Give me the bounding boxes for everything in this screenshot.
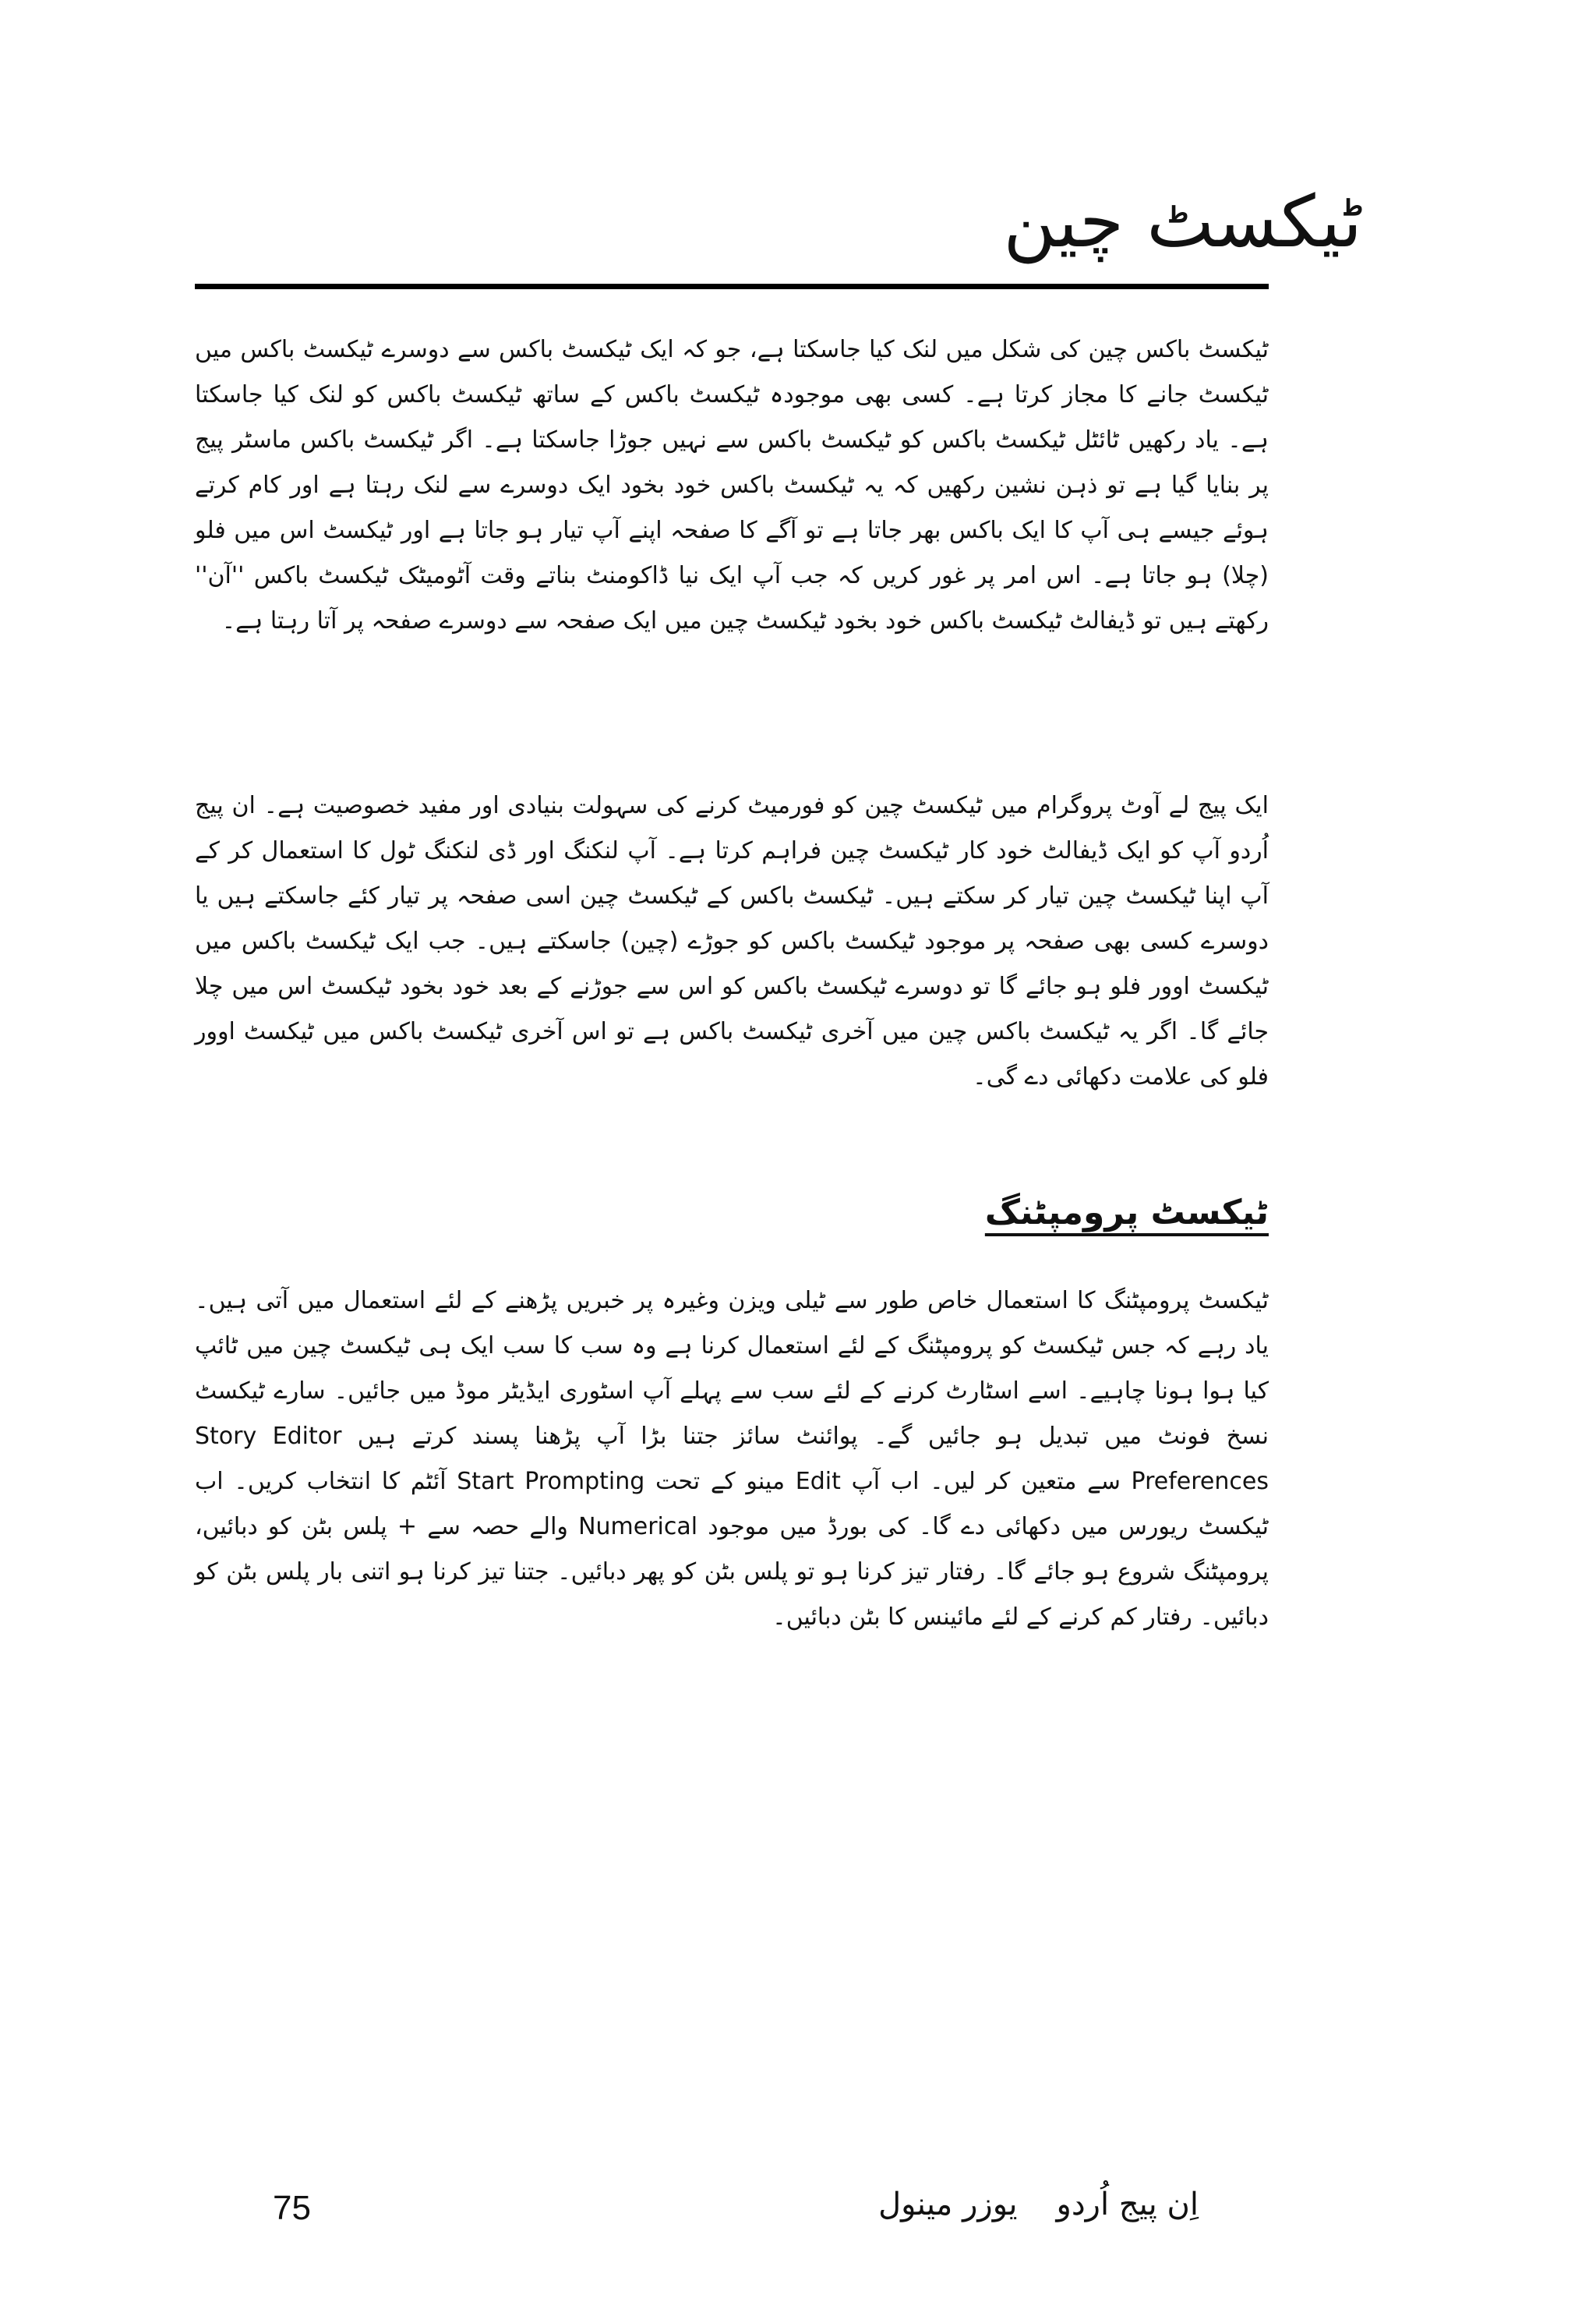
paragraph-text-chain-formatting: ایک پیج لے آوٹ پروگرام میں ٹیکسٹ چین کو فورمیٹ کرنے کی سہولت بنیادی اور مفید خصوصیت ہے۔ ان پیج اُردو آپ کو ایک ڈیفالٹ خود کار ٹیکسٹ چین فراہم کرتا ہے۔ آپ لنکنگ اور ڈی لنکنگ ٹول کا استعمال کر کے آپ اپنا ٹیکسٹ چین تیار کر سکتے ہیں۔ ٹیکسٹ باکس کے ٹیکسٹ چین اسی صفحہ پر تیار کئے جاسکتے ہیں یا دوسرے کسی بھی صفحہ پر موجود ٹیکسٹ باکس کو جوڑے (چین) جاسکتے ہیں۔ جب ایک ٹیکسٹ باکس میں ٹیکسٹ اوور فلو ہو جائے گا تو دوسرے ٹیکسٹ باکس کو اس سے جوڑنے کے بعد خود بخود ٹیکسٹ اس میں چلا جائے گا۔ اگر یہ ٹیکسٹ باکس چین میں آخری ٹیکسٹ باکس ہے تو اس آخری ٹیکسٹ باکس میں ٹیکسٹ اوور فلو کی علامت دکھائی دے گی۔ — [195, 792, 1269, 1091]
paragraph-text-chain: ٹیکسٹ باکس چین کی شکل میں لنک کیا جاسکتا ہے، جو کہ ایک ٹیکسٹ باکس سے دوسرے ٹیکسٹ باکس میں ٹیکسٹ جانے کا مجاز کرتا ہے۔ کسی بھی موجودہ ٹیکسٹ باکس کے ساتھ ٹیکسٹ باکس کو لنک کیا جاسکتا ہے۔ یاد رکھیں ٹائٹل ٹیکسٹ باکس کو ٹیکسٹ باکس سے نہیں جوڑا جاسکتا ہے۔ اگر ٹیکسٹ باکس ماسٹر پیج پر بنایا گیا ہے تو ذہن نشین رکھیں کہ یہ ٹیکسٹ باکس خود بخود ایک دوسرے سے لنک رہتا ہے اور کام کرتے ہوئے جیسے ہی آپ کا ایک باکس بھر جاتا ہے تو آگے کا صفحہ اپنے آپ تیار ہو جاتا ہے اور ٹیکسٹ اس میں فلو (چلا) ہو جاتا ہے۔ اس امر پر غور کریں کہ جب آپ ایک نیا ڈاکومنٹ بناتے وقت آٹومیٹک ٹیکسٹ باکس ''آن'' رکھتے ہیں تو ڈیفالٹ ٹیکسٹ باکس خود بخود ٹیکسٹ چین میں ایک صفحہ سے دوسرے صفحہ پر آتا رہتا ہے۔ — [195, 336, 1269, 635]
footer-book-subtitle: یوزر مینول — [878, 2187, 1018, 2222]
page-number: 75 — [273, 2189, 311, 2227]
page-title: ٹیکسٹ چین — [1003, 180, 1362, 263]
footer-book-name: اِن پیج اُردو — [1056, 2187, 1199, 2222]
paragraph-text-prompting: ٹیکسٹ پرومپٹنگ کا استعمال خاص طور سے ٹیلی ویزن وغیرہ پر خبریں پڑھنے کے لئے استعمال میں آتی ہیں۔ یاد رہے کہ جس ٹیکسٹ کو پرومپٹنگ کے لئے استعمال کرنا ہے وہ سب کا سب ایک ہی ٹیکسٹ چین میں ٹائپ کیا ہوا ہونا چاہیے۔ اسے اسٹارٹ کرنے کے لئے سب سے پہلے آپ اسٹوری ایڈیٹر موڈ میں جائیں۔ سارے ٹیکسٹ نسخ فونٹ میں تبدیل ہو جائیں گے۔ پوائنٹ سائز جتنا بڑا آپ پڑھنا پسند کرتے ہیں Story Editor Preferences سے متعین کر لیں۔ اب آپ Edit مینو کے تحت Start Prompting آئٹم کا انتخاب کریں۔ اب ٹیکسٹ ریورس میں دکھائی دے گا۔ کی بورڈ میں موجود Numerical والے حصہ سے + پلس بٹن کو دبائیں، پرومپٹنگ شروع ہو جائے گا۔ رفتار تیز کرنا ہو تو پلس بٹن کو پھر دبائیں۔ جتنا تیز کرنا ہو اتنی بار پلس بٹن کو دبائیں۔ رفتار کم کرنے کے لئے مائینس کا بٹن دبائیں۔ — [195, 1287, 1269, 1631]
section-heading-text-prompting: ٹیکسٹ پرومپٹنگ — [984, 1193, 1269, 1232]
title-divider — [195, 284, 1269, 289]
footer-book-title — [839, 2187, 1199, 2222]
